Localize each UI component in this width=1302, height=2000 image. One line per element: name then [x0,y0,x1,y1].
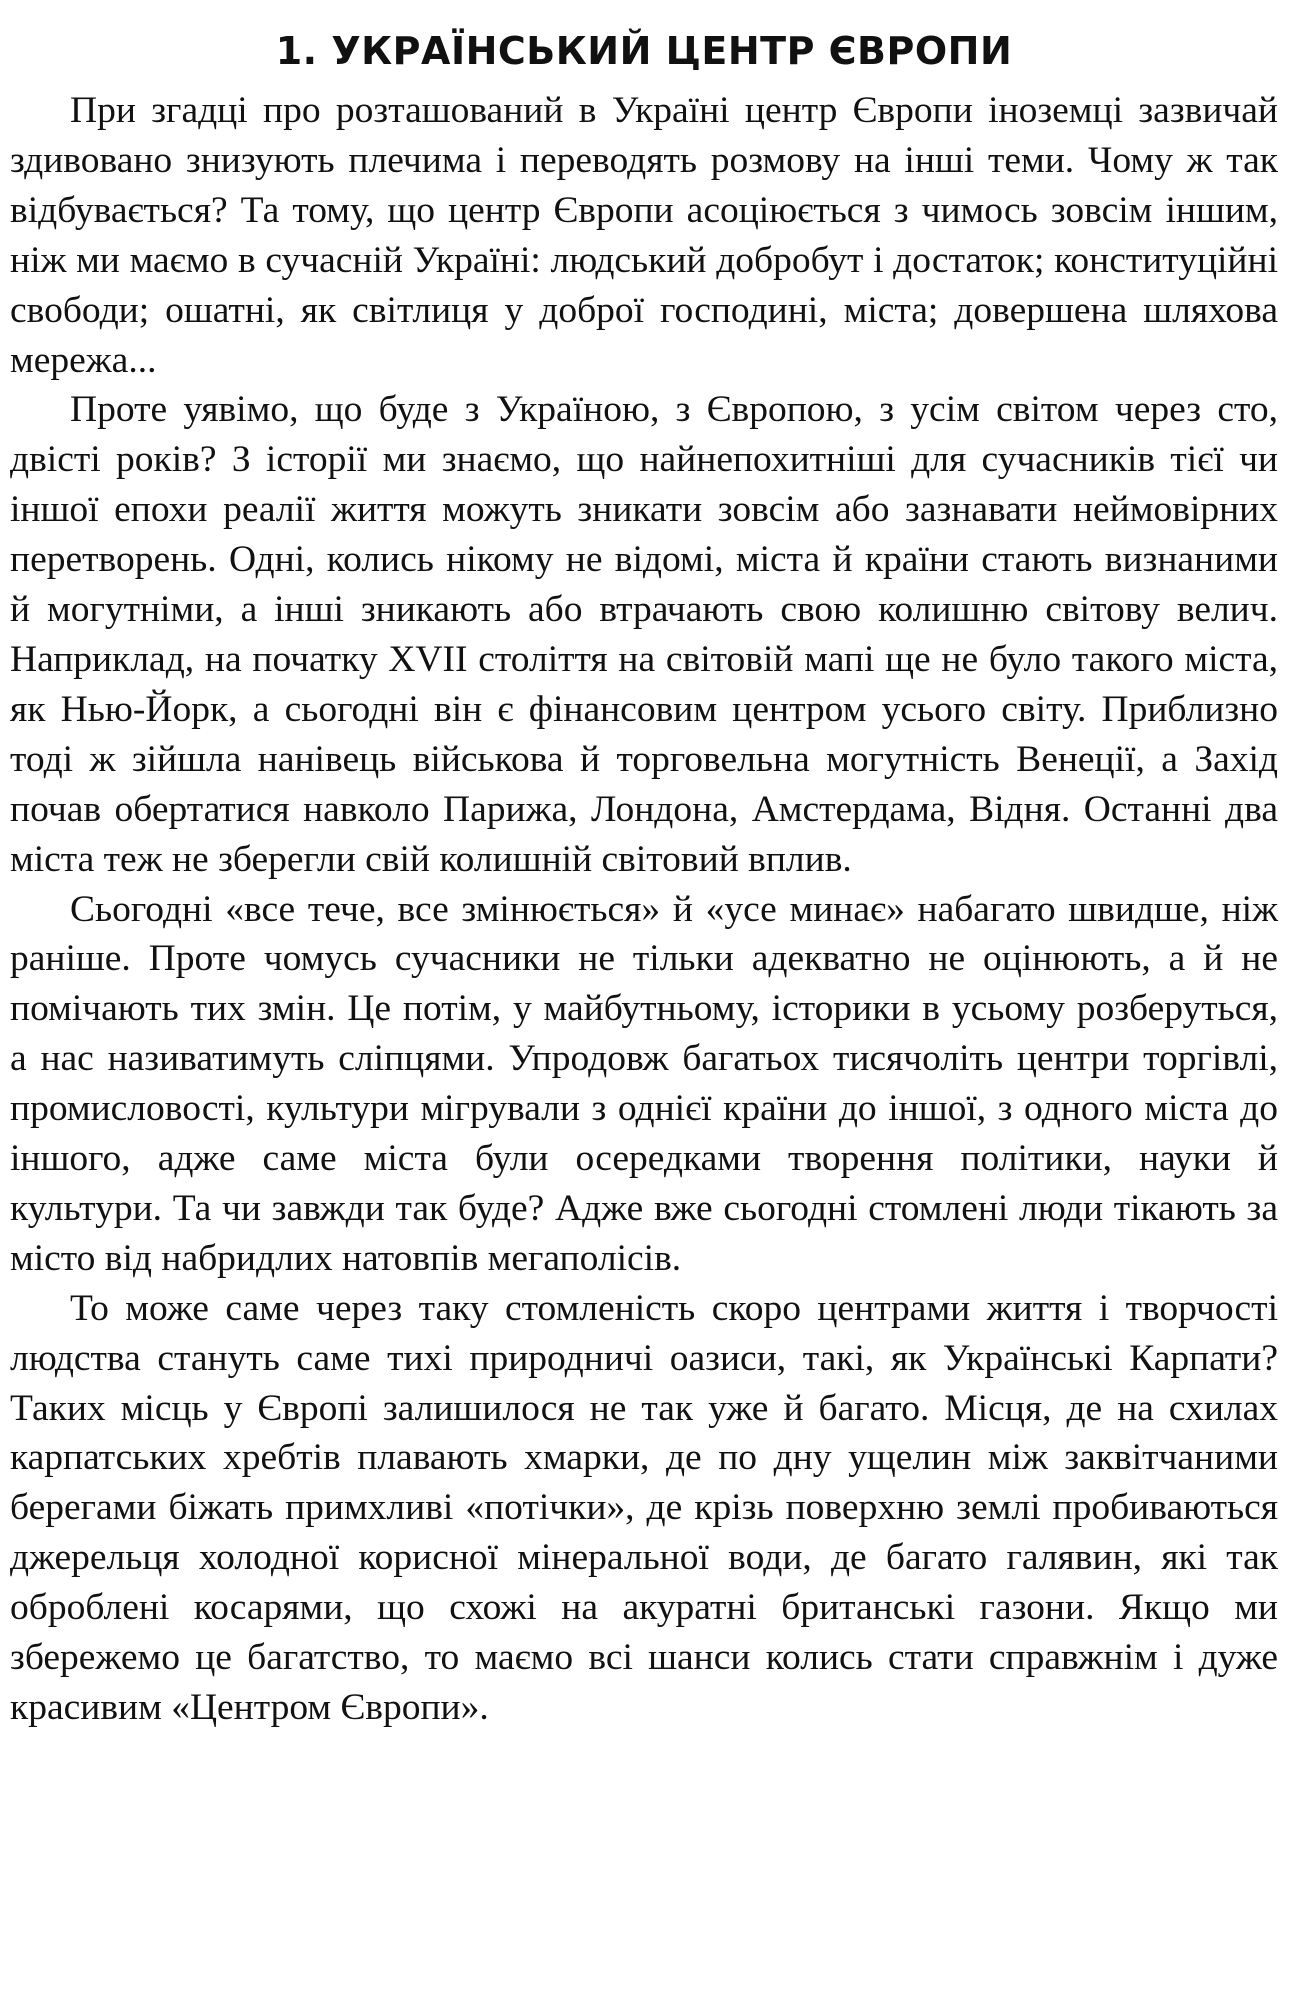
paragraph-4: То може саме через таку стомленість скоро центрами життя і творчості людства стануть саме тихі природничі оазиси, такі, як Українські Карпати? Таких місць у Європі залишилося не так уже й багато. Місця, де на схилах карпатських хребтів плавають хмарки, де по дну ущелин між заквітчаними берегами біжать примхливі «потічки», де крізь поверхню землі пробиваються джерельця холодної корисної мінеральної води, де багато галявин, які так оброблені косарями, що схожі на акуратні британські газони. Якщо ми збережемо це багатство, то маємо всі шанси колись стати справжнім і дуже красивим «Центром Європи». [10,1287,1278,1728]
paragraph-2: Проте уявімо, що буде з Україною, з Європою, з усім світом через сто, двісті років? З історії ми знаємо, що найнепохитніші для сучасників тієї чи іншої епохи реалії життя можуть зникати зовсім або зазнавати неймовірних перетворень. Одні, колись нікому не відомі, міста й країни стають визнаними й могутніми, а інші зникають або втрачають свою колишню світову велич. Наприклад, на початку XVII століття на світовій мапі ще не було такого міста, як Нью-Йорк, а сьогодні він є фінансовим центром усього світу. Приблизно тоді ж зійшла нанівець військова й торговельна могутність Венеції, а Захід почав обертатися навколо Парижа, Лондона, Амстердама, Відня. Останні два міста теж не зберегли свій колишній світовий вплив. [10,389,1278,880]
section-title: 1. УКРАЇНСЬКИЙ ЦЕНТР ЄВРОПИ [275,29,1013,73]
paragraph-3: Сьогодні «все тече, все змінюється» й «усе минає» набагато швидше, ніж раніше. Проте чомусь сучасники не тільки адекватно не оцінюють, а й не помічають тих змін. Це потім, у майбутньому, історики в усьому розберуться, а нас називатимуть сліпцями. Упродовж багатьох тисячоліть центри торгівлі, промисловості, культури мігрували з однієї країни до іншої, з одного міста до іншого, адже саме міста були осередками творення політики, науки й культури. Та чи завжди так буде? Адже вже сьогодні стомлені люди тікають за місто від набридлих натовпів мегаполісів. [10,888,1278,1279]
paragraph-1: При згадці про розташований в Україні центр Європи іноземці зазвичай здивовано знизують плечима і переводять розмову на інші теми. Чому ж так відбувається? Та тому, що центр Європи асоціюється з чимось зовсім іншим, ніж ми маємо в сучасній Україні: людський добробут і достаток; конституційні свободи; ошатні, як світлиця у доброї господині, міста; довершена шляхова мережа... [10,90,1278,381]
